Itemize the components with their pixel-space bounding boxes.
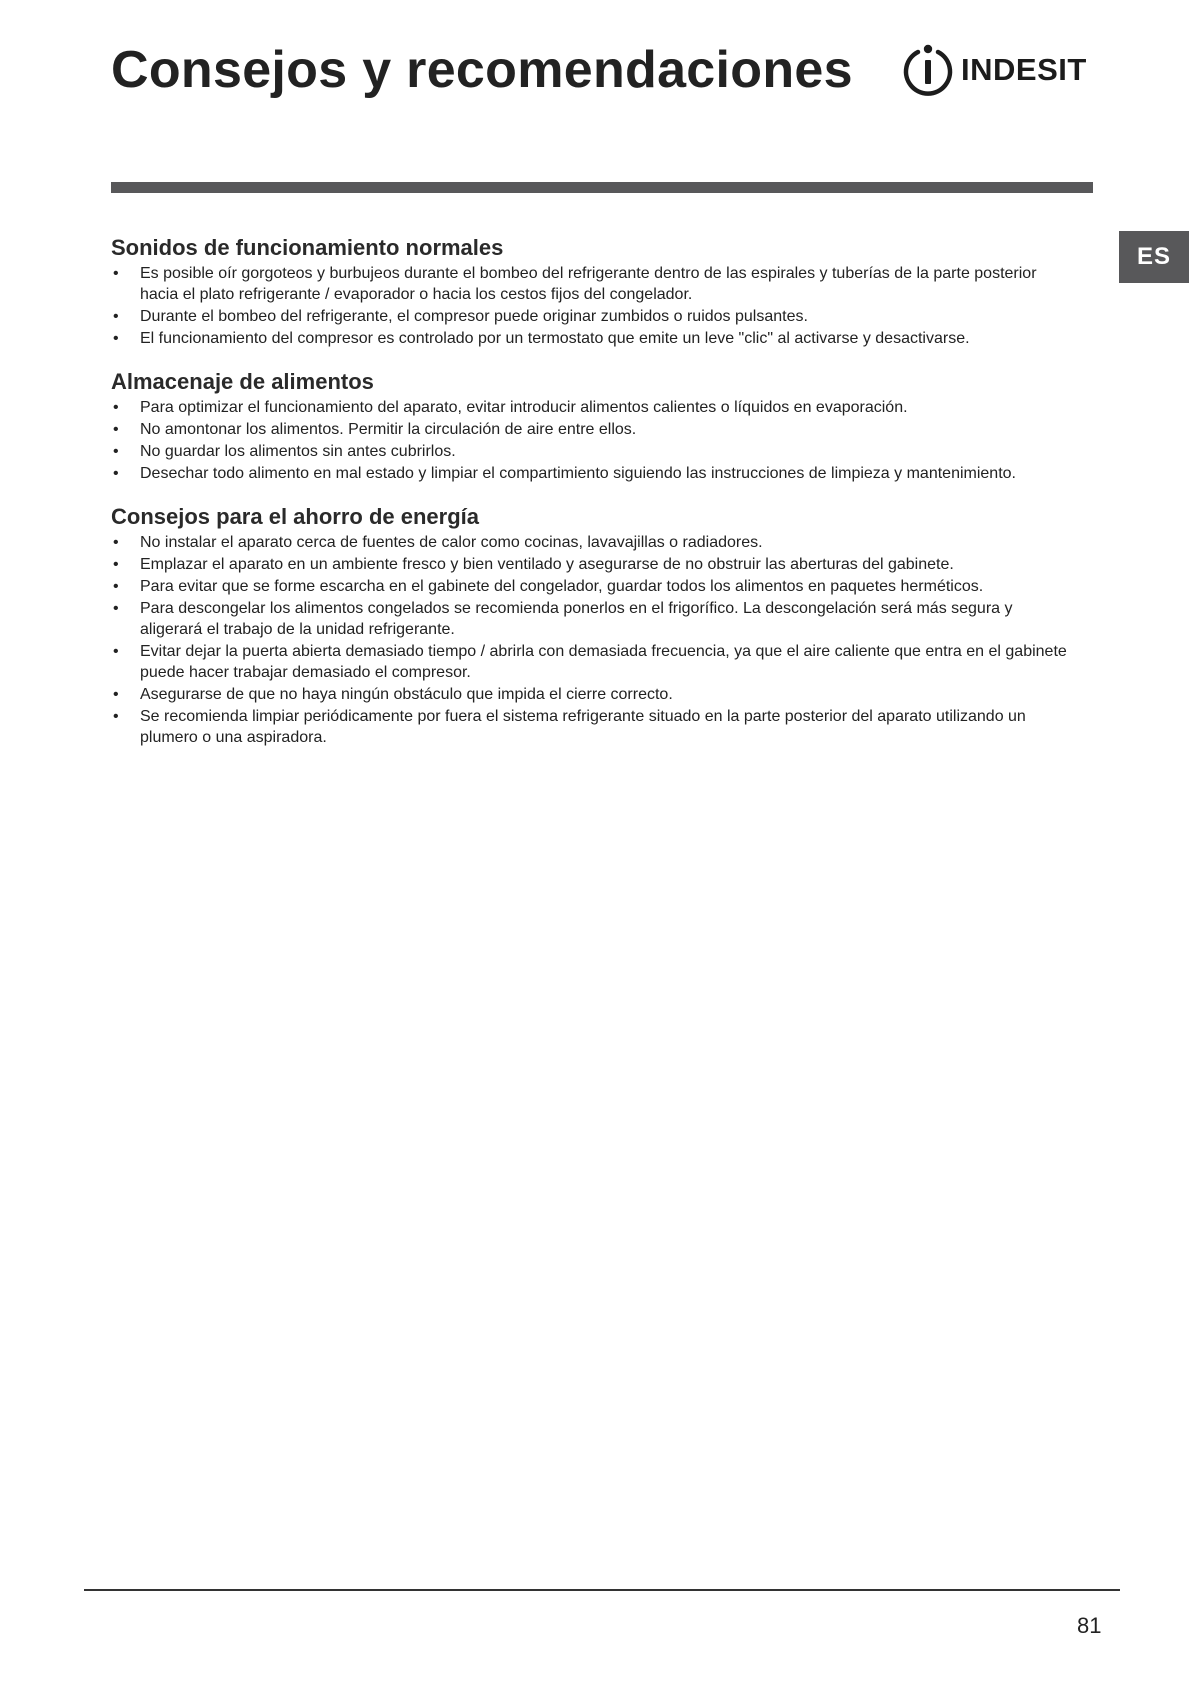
list-item: • Emplazar el aparato en un ambiente fresco y bien ventilado y asegurarse de no obstruir las aberturas del gabinete. bbox=[111, 554, 1071, 575]
section-normal-sounds bbox=[111, 235, 1071, 349]
section-heading: Sonidos de funcionamiento normales bbox=[111, 235, 504, 260]
footer-divider bbox=[84, 1589, 1120, 1591]
list-item: • No amontonar los alimentos. Permitir la circulación de aire entre ellos. bbox=[111, 419, 1071, 440]
section-heading: Almacenaje de alimentos bbox=[111, 369, 374, 394]
list-item: • No instalar el aparato cerca de fuentes de calor como cocinas, lavavajillas o radiadores. bbox=[111, 532, 1071, 553]
list-item: • El funcionamiento del compresor es controlado por un termostato que emite un leve "clic" al activarse y desactivarse. bbox=[111, 328, 1071, 349]
list-item: • Durante el bombeo del refrigerante, el compresor puede originar zumbidos o ruidos pulsantes. bbox=[111, 306, 1071, 327]
list-item: • Es posible oír gorgoteos y burbujeos durante el bombeo del refrigerante dentro de las espirales y tuberías de la parte posterior hacia el plato refrigerante / evaporador o hacia los cestos fijos del congelador. bbox=[111, 263, 1071, 305]
list-item: • Asegurarse de que no haya ningún obstáculo que impida el cierre correcto. bbox=[111, 684, 1071, 705]
content-area bbox=[111, 235, 1071, 768]
page-title: Consejos y recomendaciones bbox=[111, 41, 853, 99]
list-item: • Para optimizar el funcionamiento del aparato, evitar introducir alimentos calientes o líquidos en evaporación. bbox=[111, 397, 1071, 418]
list-item: • Desechar todo alimento en mal estado y limpiar el compartimiento siguiendo las instrucciones de limpieza y mantenimiento. bbox=[111, 463, 1071, 484]
bullet-list bbox=[111, 532, 1071, 748]
brand-name: INDESIT bbox=[961, 52, 1087, 87]
list-item: • No guardar los alimentos sin antes cubrirlos. bbox=[111, 441, 1071, 462]
list-item: • Para descongelar los alimentos congelados se recomienda ponerlos en el frigorífico. La descongelación será más segura y aligerará el trabajo de la unidad refrigerante. bbox=[111, 598, 1071, 640]
list-item: • Para evitar que se forme escarcha en el gabinete del congelador, guardar todos los alimentos en paquetes herméticos. bbox=[111, 576, 1071, 597]
list-item: • Se recomienda limpiar periódicamente por fuera el sistema refrigerante situado en la parte posterior del aparato utilizando un plumero o una aspiradora. bbox=[111, 706, 1071, 748]
header-divider-bar bbox=[111, 182, 1093, 193]
section-food-storage bbox=[111, 369, 1071, 484]
brand-logo bbox=[903, 42, 1103, 98]
section-energy-saving bbox=[111, 504, 1071, 748]
page-number: 81 bbox=[1077, 1613, 1102, 1638]
section-heading: Consejos para el ahorro de energía bbox=[111, 504, 480, 529]
language-tab: ES bbox=[1119, 231, 1189, 283]
info-circle-icon bbox=[903, 43, 953, 97]
bullet-list bbox=[111, 263, 1071, 349]
bullet-list bbox=[111, 397, 1071, 484]
list-item: • Evitar dejar la puerta abierta demasiado tiempo / abrirla con demasiada frecuencia, ya que el aire caliente que entra en el gabinete puede hacer trabajar demasiado el compresor. bbox=[111, 641, 1071, 683]
